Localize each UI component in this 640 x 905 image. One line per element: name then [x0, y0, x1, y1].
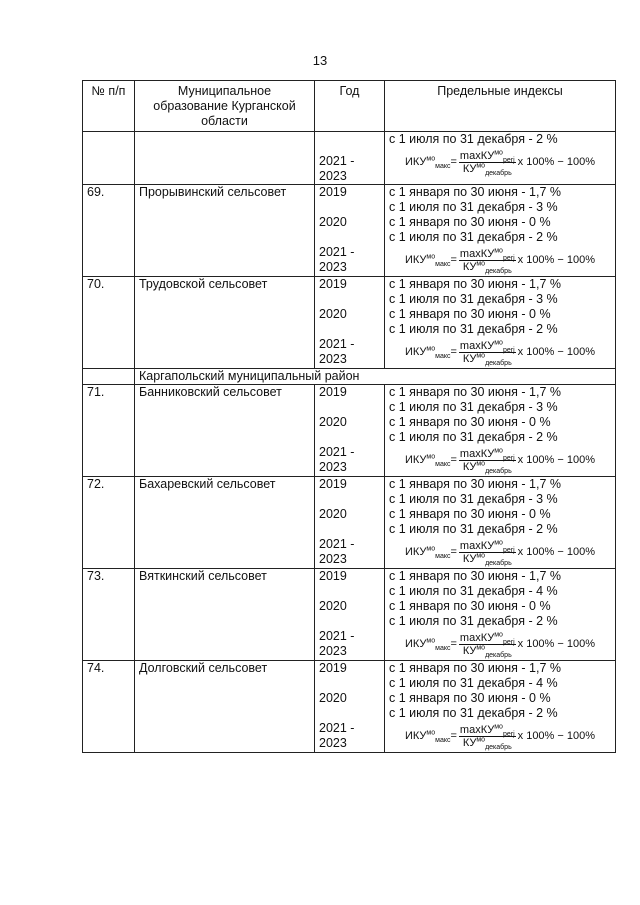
year-range: 2021 - 2023	[319, 445, 355, 474]
year-2019: 2019	[319, 477, 347, 491]
row-num: 71.	[83, 385, 135, 477]
index-line: с 1 января по 30 июня - 0 %	[389, 691, 551, 705]
index-line: с 1 января по 30 июня - 1,7 %	[389, 477, 561, 491]
formula-lhs: $ИКУ^{мо}_{макс}$	[404, 155, 451, 171]
row-num: 69.	[83, 185, 135, 277]
formula-fraction: $\frac{\max КУ^{мо}_{perj}}{КУ^{мо}_{декабрь}}$	[459, 247, 515, 276]
section-title: Каргапольский муниципальный район	[135, 369, 616, 385]
formula-fraction: $\frac{\max КУ^{мо}_{perj}}{КУ^{мо}_{декабрь}}$	[459, 631, 515, 660]
index-line: с 1 июля по 31 декабря - 4 %	[389, 676, 558, 690]
formula-tail: x 100% − 100%	[517, 254, 596, 266]
table-header-row	[83, 81, 616, 132]
formula: $ИКУ^{мо}_{макс}$ = $\frac{\max КУ^{мо}_{perj}}{КУ^{мо}_{декабрь}}$ x 100% − 100%	[404, 631, 596, 660]
formula: $ИКУ^{мо}_{макс}$ = $\frac{\max КУ^{мо}_{perj}}{КУ^{мо}_{декабрь}}$ x 100% − 100%	[404, 447, 596, 476]
table-row-continued	[83, 132, 616, 185]
index-line: с 1 июля по 31 декабря - 4 %	[389, 584, 558, 598]
header-municipality: Муниципальное образование Курганской области	[135, 81, 315, 132]
formula-lhs: $ИКУ^{мо}_{макс}$	[404, 453, 451, 469]
formula: $ИКУ^{мо}_{макс}$ = $\frac{\max КУ^{мо}_{perj}}{КУ^{мо}_{декабрь}}$ x 100% − 100%	[404, 339, 596, 368]
formula-tail: x 100% − 100%	[517, 638, 596, 650]
year-2019: 2019	[319, 569, 347, 583]
formula: $ИКУ^{мо}_{макс}$ = $\frac{\max КУ^{мо}_{perj}}{КУ^{мо}_{декабрь}}$ x 100% − 100%	[404, 539, 596, 568]
index-line: с 1 июля по 31 декабря - 2 %	[389, 522, 558, 536]
table-row	[83, 661, 616, 753]
formula-tail: x 100% − 100%	[517, 156, 596, 168]
year-2019: 2019	[319, 385, 347, 399]
table-row	[83, 569, 616, 661]
formula-lhs: $ИКУ^{мо}_{макс}$	[404, 729, 451, 745]
year-range: 2021 - 2023	[319, 721, 355, 750]
index-line: с 1 января по 30 июня - 0 %	[389, 507, 551, 521]
row-num: 73.	[83, 569, 135, 661]
row-name: Прорывинский сельсовет	[135, 185, 315, 277]
formula-fraction: $\frac{\max КУ^{мо}_{perj}}{КУ^{мо}_{декабрь}}$	[459, 447, 515, 476]
year-2020: 2020	[319, 307, 347, 321]
index-line: с 1 июля по 31 декабря - 2 %	[389, 706, 558, 720]
formula-lhs: $ИКУ^{мо}_{макс}$	[404, 637, 451, 653]
formula: $ИКУ^{мо}_{макс}$ = $\frac{\max КУ^{мо}_{perj}}{КУ^{мо}_{декабрь}}$ x 100% − 100%	[404, 247, 596, 276]
index-line: с 1 января по 30 июня - 1,7 %	[389, 385, 561, 399]
row-name: Банниковский сельсовет	[135, 385, 315, 477]
row-num: 70.	[83, 277, 135, 369]
index-line: с 1 июля по 31 декабря - 3 %	[389, 292, 558, 306]
row-name: Трудовской сельсовет	[135, 277, 315, 369]
row-num: 74.	[83, 661, 135, 753]
table-row	[83, 385, 616, 477]
year-2019: 2019	[319, 661, 347, 675]
formula-tail: x 100% − 100%	[517, 546, 596, 558]
formula: $ИКУ^{мо}_{макс}$ = $\frac{\max КУ^{мо}_{perj}}{КУ^{мо}_{декабрь}}$ x 100% − 100%	[404, 723, 596, 752]
year-range: 2021 - 2023	[319, 154, 355, 183]
year-2020: 2020	[319, 415, 347, 429]
formula-fraction: $\frac{\max КУ^{мо}_{perj}}{КУ^{мо}_{декабрь}}$	[459, 339, 515, 368]
formula-fraction: $\frac{\max КУ^{мо}_{perj}}{КУ^{мо}_{декабрь}}$	[459, 149, 515, 178]
indices-table	[82, 80, 616, 753]
header-num: № п/п	[83, 81, 135, 132]
year-range: 2021 - 2023	[319, 245, 355, 274]
year-2019: 2019	[319, 277, 347, 291]
page-number: 13	[312, 53, 328, 68]
formula-tail: x 100% − 100%	[517, 346, 596, 358]
index-line: с 1 января по 30 июня - 0 %	[389, 415, 551, 429]
index-line: с 1 июля по 31 декабря - 2 %	[389, 430, 558, 444]
index-line: с 1 июля по 31 декабря - 3 %	[389, 492, 558, 506]
formula-lhs: $ИКУ^{мо}_{макс}$	[404, 345, 451, 361]
table-row	[83, 277, 616, 369]
index-line: с 1 июля по 31 декабря - 3 %	[389, 200, 558, 214]
row-name: Долговский сельсовет	[135, 661, 315, 753]
year-2019: 2019	[319, 185, 347, 199]
formula-fraction: $\frac{\max КУ^{мо}_{perj}}{КУ^{мо}_{декабрь}}$	[459, 723, 515, 752]
index-line: с 1 января по 30 июня - 1,7 %	[389, 569, 561, 583]
row-name: Бахаревский сельсовет	[135, 477, 315, 569]
formula-fraction: $\frac{\max КУ^{мо}_{perj}}{КУ^{мо}_{декабрь}}$	[459, 539, 515, 568]
section-row	[83, 369, 616, 385]
formula: $ИКУ^{мо}_{макс}$ = $\frac{\max КУ^{мо}_{perj}}{КУ^{мо}_{декабрь}}$ x 100% − 100%	[404, 149, 596, 178]
year-2020: 2020	[319, 599, 347, 613]
formula-tail: x 100% − 100%	[517, 454, 596, 466]
index-line: с 1 января по 30 июня - 0 %	[389, 215, 551, 229]
index-line: с 1 января по 30 июня - 0 %	[389, 307, 551, 321]
year-range: 2021 - 2023	[319, 629, 355, 658]
index-line: с 1 июля по 31 декабря - 3 %	[389, 400, 558, 414]
index-line: с 1 января по 30 июня - 1,7 %	[389, 661, 561, 675]
year-2020: 2020	[319, 507, 347, 521]
header-year: Год	[315, 81, 385, 132]
index-line: с 1 июля по 31 декабря - 2 %	[389, 322, 558, 336]
year-range: 2021 - 2023	[319, 337, 355, 366]
index-line: с 1 января по 30 июня - 1,7 %	[389, 185, 561, 199]
row-name: Вяткинский сельсовет	[135, 569, 315, 661]
index-line: с 1 июля по 31 декабря - 2 %	[389, 614, 558, 628]
year-2020: 2020	[319, 691, 347, 705]
table-row	[83, 185, 616, 277]
formula-lhs: $ИКУ^{мо}_{макс}$	[404, 545, 451, 561]
index-line: с 1 января по 30 июня - 1,7 %	[389, 277, 561, 291]
row-num: 72.	[83, 477, 135, 569]
formula-lhs: $ИКУ^{мо}_{макс}$	[404, 253, 451, 269]
table-row	[83, 477, 616, 569]
year-range: 2021 - 2023	[319, 537, 355, 566]
formula-tail: x 100% − 100%	[517, 730, 596, 742]
header-indices: Предельные индексы	[385, 81, 616, 132]
year-2020: 2020	[319, 215, 347, 229]
index-line: с 1 июля по 31 декабря - 2 %	[389, 132, 558, 146]
index-line: с 1 июля по 31 декабря - 2 %	[389, 230, 558, 244]
index-line: с 1 января по 30 июня - 0 %	[389, 599, 551, 613]
